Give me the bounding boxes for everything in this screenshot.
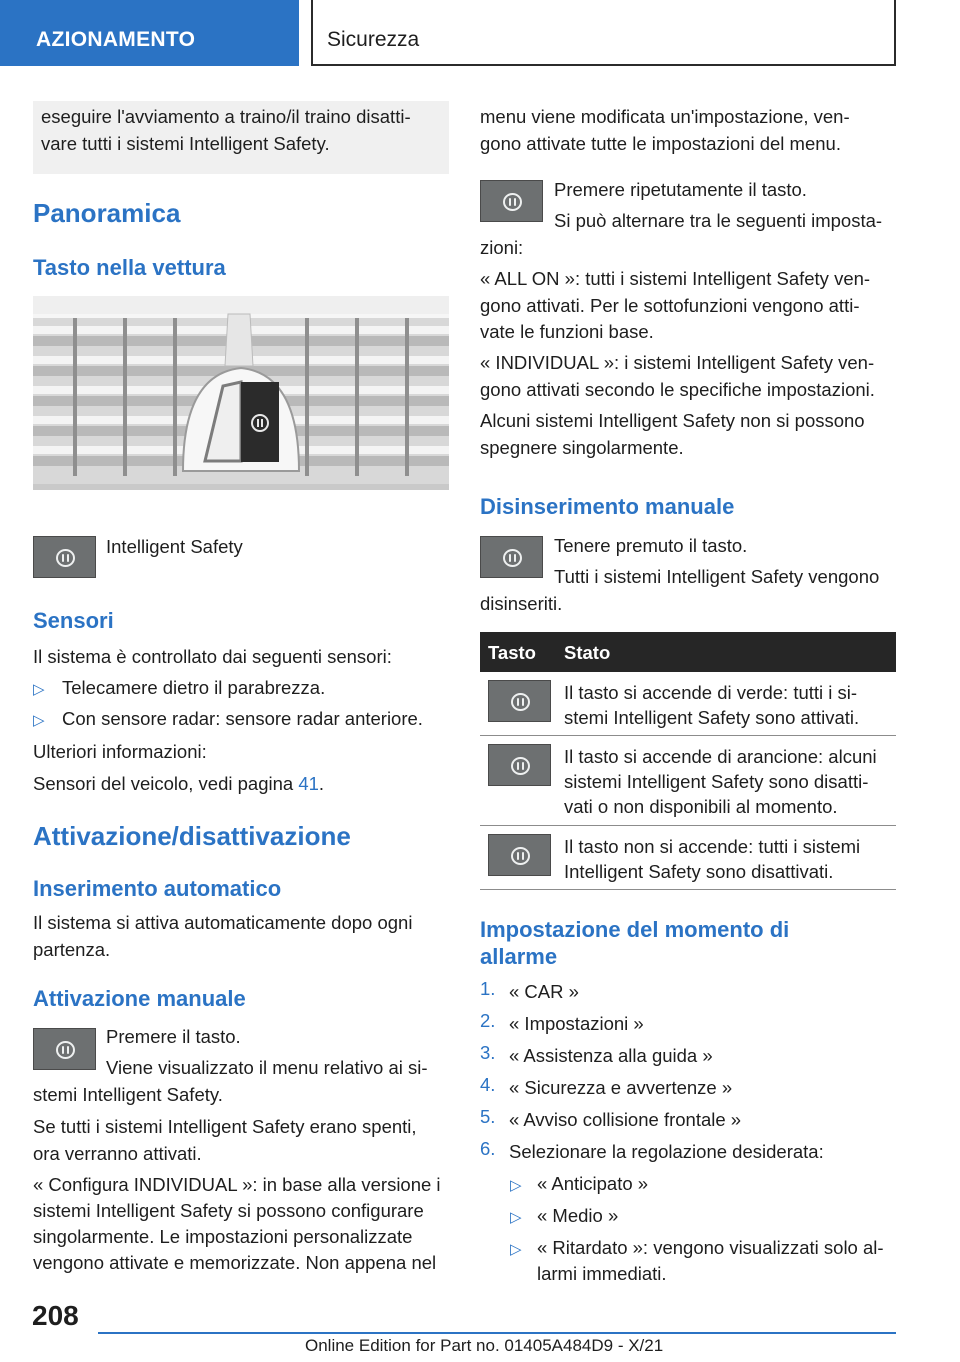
vehicle-button-photo [33, 296, 449, 518]
dis-line-2: Tutti i sistemi Intelligent Safety vengono [554, 566, 880, 587]
man-line-9: vengono attivate e memorizzate. Non appena nel [33, 1252, 437, 1273]
vehicle-button-illustration [33, 296, 449, 518]
step-number: 4. [480, 1074, 496, 1095]
man-line-2: Viene visualizzato il menu relativo ai si- [106, 1057, 428, 1078]
footer-rule [98, 1332, 896, 1334]
r-line-12: spegnere singolarmente. [480, 437, 684, 458]
dis-line-3: disinseriti. [480, 593, 563, 614]
sensori-item-2: Con sensore radar: sensore radar anteriore. [62, 708, 423, 729]
bullet-icon: ▷ [33, 681, 45, 698]
heading-impostazione-l1: Impostazione del momento di [480, 917, 790, 942]
step-number: 5. [480, 1106, 496, 1127]
table-divider [480, 889, 896, 890]
header-chapter-label: Sicurezza [327, 28, 420, 51]
r-line-10: gono attivati secondo le specifiche impostazioni. [480, 379, 875, 400]
auto-line-2: partenza. [33, 939, 111, 960]
key-label: Intelligent Safety [106, 536, 243, 557]
table-divider [480, 735, 896, 736]
man-line-7: sistemi Intelligent Safety si possono configurare [33, 1200, 424, 1221]
heading-inserimento-automatico: Inserimento automatico [33, 876, 282, 901]
heading-sensori: Sensori [33, 608, 114, 633]
intelligent-safety-key-icon [33, 536, 96, 578]
man-line-5: ora verranno attivati. [33, 1143, 202, 1164]
step-4: « Sicurezza e avvertenze » [509, 1077, 733, 1098]
step-2: « Impostazioni » [509, 1013, 644, 1034]
intelligent-safety-key-icon [480, 536, 543, 578]
bullet-icon: ▷ [510, 1177, 522, 1194]
key-orange-icon [488, 744, 551, 786]
r-line-7: gono attivati. Per le sottofunzioni vengono atti- [480, 295, 860, 316]
heading-impostazione-l2: allarme [480, 944, 558, 969]
table-row-1-line-2: stemi Intelligent Safety sono attivati. [564, 707, 860, 728]
table-row-2-line-3: vati o non disponibili al momento. [564, 796, 838, 817]
key-off-icon [488, 834, 551, 876]
step-5: « Avviso collisione frontale » [509, 1109, 742, 1130]
heading-disinserimento: Disinserimento manuale [480, 494, 735, 519]
footer-edition: Online Edition for Part no. 01405A484D9 - X/21 [305, 1336, 664, 1355]
bullet-icon: ▷ [510, 1241, 522, 1258]
header-section-tab [0, 0, 299, 66]
sensori-reference: Sensori del veicolo, vedi pagina 41. [33, 773, 325, 794]
sensori-text: Il sistema è controllato dai seguenti sensori: [33, 646, 392, 667]
page-link-41[interactable]: 41 [298, 773, 319, 794]
man-line-4: Se tutti i sistemi Intelligent Safety erano spenti, [33, 1116, 417, 1137]
heading-attivazione-manuale: Attivazione manuale [33, 986, 246, 1011]
r-line-8: vate le funzioni base. [480, 321, 654, 342]
r-line-1: menu viene modificata un'impostazione, ven- [480, 106, 850, 127]
dis-line-1: Tenere premuto il tasto. [554, 535, 748, 556]
table-col-tasto: Tasto [488, 642, 536, 663]
note-line-2: vare tutti i sistemi Intelligent Safety. [41, 133, 330, 154]
step-number: 1. [480, 978, 496, 999]
note-box [33, 101, 449, 174]
key-green-icon [488, 680, 551, 722]
sub-option-anticipato: « Anticipato » [537, 1173, 649, 1194]
r-line-6: « ALL ON »: tutti i sistemi Intelligent Safety ven- [480, 268, 871, 289]
table-row-1-line-1: Il tasto si accende di verde: tutti i si- [564, 682, 858, 703]
sub-option-ritardato: « Ritardato »: vengono visualizzati solo al- [537, 1237, 884, 1258]
status-table-header [480, 632, 896, 672]
r-line-9: « INDIVIDUAL »: i sistemi Intelligent Safety ven- [480, 352, 875, 373]
table-divider [480, 825, 896, 826]
man-line-1: Premere il tasto. [106, 1026, 241, 1047]
heading-panoramica: Panoramica [33, 198, 181, 228]
man-line-6: « Configura INDIVIDUAL »: in base alla versione i [33, 1174, 441, 1195]
intelligent-safety-key-icon [480, 180, 543, 222]
r-line-4: Si può alternare tra le seguenti imposta- [554, 210, 883, 231]
r-line-3: Premere ripetutamente il tasto. [554, 179, 807, 200]
table-row-3-line-1: Il tasto non si accende: tutti i sistemi [564, 836, 861, 857]
table-row-2-line-2: sistemi Intelligent Safety sono disatti- [564, 771, 869, 792]
sensori-ref-text: Sensori del veicolo, vedi pagina [33, 773, 299, 794]
ulteriori-info: Ulteriori informazioni: [33, 741, 207, 762]
header-chapter-box [311, 0, 896, 66]
intelligent-safety-key-icon [33, 1028, 96, 1070]
step-number: 3. [480, 1042, 496, 1063]
step-number: 2. [480, 1010, 496, 1031]
step-3: « Assistenza alla guida » [509, 1045, 713, 1066]
r-line-2: gono attivate tutte le impostazioni del menu. [480, 133, 841, 154]
step-number: 6. [480, 1138, 496, 1159]
table-row-2-line-1: Il tasto si accende di arancione: alcuni [564, 746, 877, 767]
man-line-8: singolarmente. Le impostazioni personalizzate [33, 1226, 413, 1247]
r-line-11: Alcuni sistemi Intelligent Safety non si possono [480, 410, 865, 431]
sub-option-medio: « Medio » [537, 1205, 619, 1226]
table-row-3-line-2: Intelligent Safety sono disattivati. [564, 861, 834, 882]
header-section-label: AZIONAMENTO [36, 28, 196, 51]
sub-option-ritardato-cont: larmi immediati. [537, 1263, 667, 1284]
heading-tasto-vettura: Tasto nella vettura [33, 255, 226, 280]
step-6: Selezionare la regolazione desiderata: [509, 1141, 824, 1162]
auto-line-1: Il sistema si attiva automaticamente dopo ogni [33, 912, 413, 933]
table-col-stato: Stato [564, 642, 611, 663]
note-line-1: eseguire l'avviamento a traino/il traino disatti- [41, 106, 411, 127]
sensori-item-1: Telecamere dietro il parabrezza. [62, 677, 326, 698]
bullet-icon: ▷ [33, 712, 45, 729]
heading-attivazione: Attivazione/disattivazione [33, 821, 351, 851]
r-line-5: zioni: [480, 237, 524, 258]
page-number: 208 [32, 1300, 79, 1331]
bullet-icon: ▷ [510, 1209, 522, 1226]
man-line-3: stemi Intelligent Safety. [33, 1084, 223, 1105]
step-1: « CAR » [509, 981, 579, 1002]
